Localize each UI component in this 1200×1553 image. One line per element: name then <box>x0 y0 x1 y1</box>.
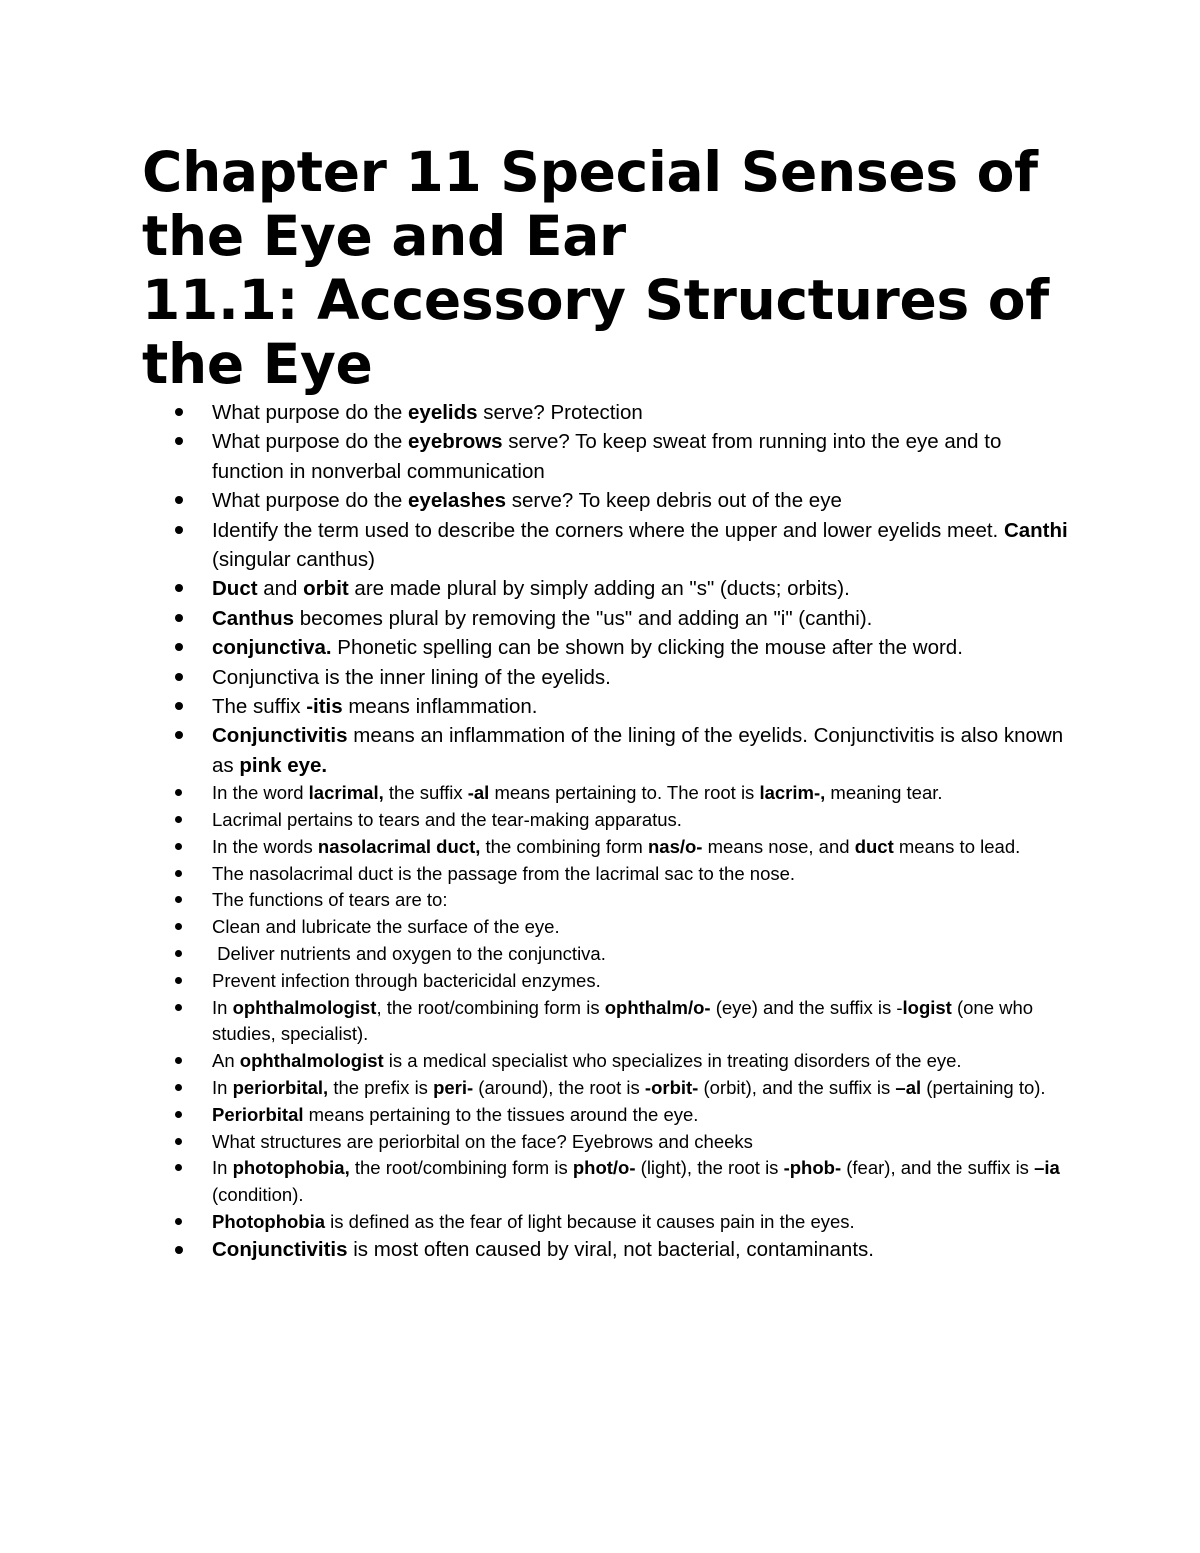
list-item: Photophobia is defined as the fear of light because it causes pain in the eyes. <box>142 1209 1072 1236</box>
list-item: What purpose do the eyebrows serve? To keep sweat from running into the eye and to function in nonverbal communication <box>142 427 1072 486</box>
bullet-icon <box>175 870 182 877</box>
bullet-icon <box>175 643 183 651</box>
bullet-icon <box>175 1004 182 1011</box>
list-item: Conjunctiva is the inner lining of the eyelids. <box>142 663 1072 692</box>
title-line-3: 11.1: Accessory Structures of <box>142 268 1049 332</box>
bullet-icon <box>175 702 183 710</box>
list-item: Conjunctivitis is most often caused by viral, not bacterial, contaminants. <box>142 1236 1072 1263</box>
bullet-icon <box>175 673 183 681</box>
list-item: Conjunctivitis means an inflammation of the lining of the eyelids. Conjunctivitis is also known as pink eye. <box>142 721 1072 780</box>
bullet-icon <box>175 789 182 796</box>
list-item: In ophthalmologist, the root/combining form is ophthalm/o- (eye) and the suffix is -logist (one who studies, specialist). <box>142 995 1072 1049</box>
list-item: Prevent infection through bactericidal enzymes. <box>142 968 1072 995</box>
bullet-icon <box>175 584 183 592</box>
list-item: Canthus becomes plural by removing the "us" and adding an "i" (canthi). <box>142 604 1072 633</box>
list-item: In the word lacrimal, the suffix -al means pertaining to. The root is lacrim-, meaning tear. <box>142 780 1072 807</box>
bullet-icon <box>175 1218 182 1225</box>
bullet-icon <box>175 437 183 445</box>
document-page <box>142 140 1072 1263</box>
bullet-icon <box>175 896 182 903</box>
list-item: The suffix -itis means inflammation. <box>142 692 1072 721</box>
bullet-icon <box>175 1057 182 1064</box>
bullet-icon <box>175 1164 182 1171</box>
bullet-icon <box>175 731 183 739</box>
bullet-icon <box>175 526 183 534</box>
title-line-4: the Eye <box>142 332 373 396</box>
list-item: Clean and lubricate the surface of the eye. <box>142 914 1072 941</box>
bullet-icon <box>175 1138 182 1145</box>
bullet-icon <box>175 408 183 416</box>
bullet-icon <box>175 614 183 622</box>
list-item: In periorbital, the prefix is peri- (around), the root is -orbit- (orbit), and the suffix is –al (pertaining to). <box>142 1075 1072 1102</box>
list-item: The functions of tears are to: <box>142 887 1072 914</box>
list-item: What structures are periorbital on the face? Eyebrows and cheeks <box>142 1129 1072 1156</box>
list-item: Deliver nutrients and oxygen to the conjunctiva. <box>142 941 1072 968</box>
list-item: Identify the term used to describe the corners where the upper and lower eyelids meet. Canthi (singular canthus) <box>142 516 1072 575</box>
list-item: What purpose do the eyelashes serve? To keep debris out of the eye <box>142 486 1072 515</box>
title-line-2: the Eye and Ear <box>142 204 626 268</box>
chapter-title <box>142 140 1072 396</box>
bullet-icon <box>175 923 182 930</box>
bullet-icon <box>175 843 182 850</box>
list-item: In photophobia, the root/combining form is phot/o- (light), the root is -phob- (fear), and the suffix is –ia (condition). <box>142 1155 1072 1209</box>
bullet-icon <box>175 496 183 504</box>
list-item: What purpose do the eyelids serve? Protection <box>142 398 1072 427</box>
bullet-icon <box>175 1084 182 1091</box>
title-line-1: Chapter 11 Special Senses of <box>142 140 1038 204</box>
list-item: conjunctiva. Phonetic spelling can be shown by clicking the mouse after the word. <box>142 633 1072 662</box>
list-item: Periorbital means pertaining to the tissues around the eye. <box>142 1102 1072 1129</box>
bullet-icon <box>175 816 182 823</box>
list-item: In the words nasolacrimal duct, the combining form nas/o- means nose, and duct means to lead. <box>142 834 1072 861</box>
bullet-list <box>142 398 1072 1263</box>
list-item: Duct and orbit are made plural by simply adding an "s" (ducts; orbits). <box>142 574 1072 603</box>
bullet-icon <box>175 1111 182 1118</box>
list-item: Lacrimal pertains to tears and the tear-making apparatus. <box>142 807 1072 834</box>
bullet-icon <box>175 950 182 957</box>
bullet-icon <box>175 977 182 984</box>
list-item: The nasolacrimal duct is the passage from the lacrimal sac to the nose. <box>142 861 1072 888</box>
list-item: An ophthalmologist is a medical specialist who specializes in treating disorders of the eye. <box>142 1048 1072 1075</box>
bullet-icon <box>175 1246 183 1254</box>
